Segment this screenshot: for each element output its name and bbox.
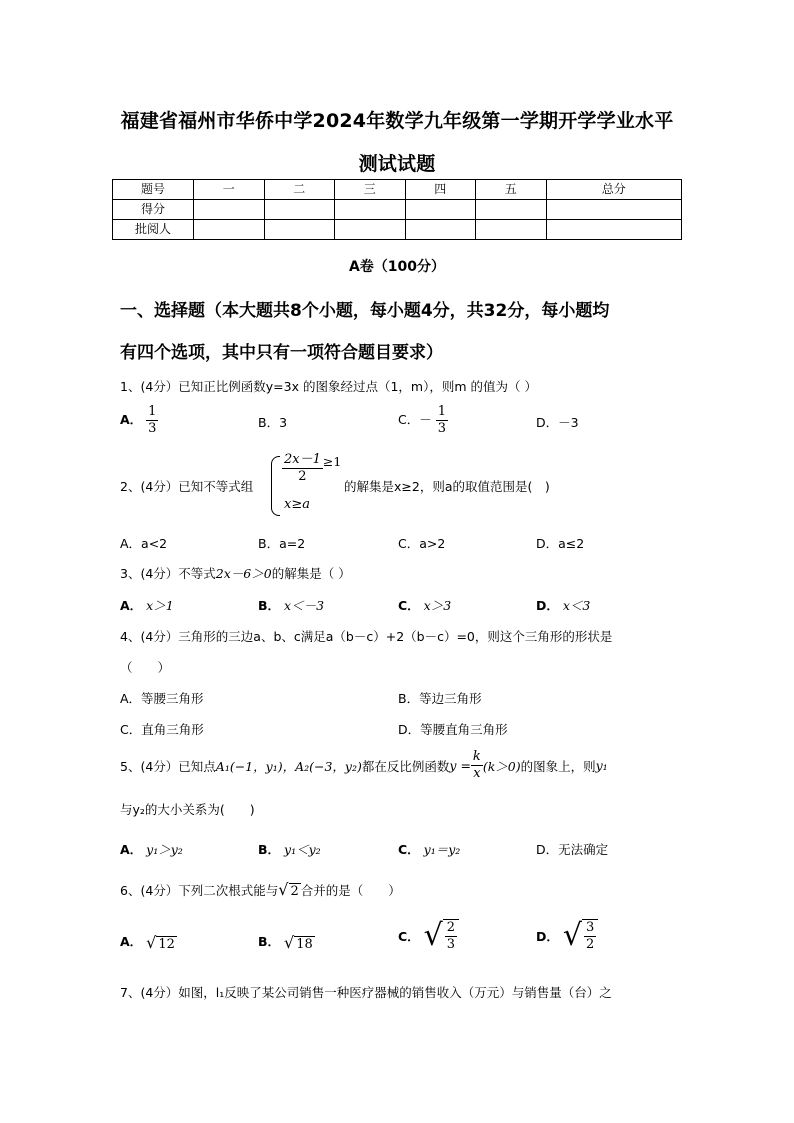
q6-option-b [258,932,315,952]
score-cell [264,220,335,240]
option-expression: x＜－3 [284,598,325,613]
fraction-numerator: k [472,749,481,764]
option-sqrt [146,933,177,952]
score-row-label: 得分 [113,200,194,220]
option-label: B． [258,934,281,949]
q2-inequality-line2: x≥a [284,497,310,512]
sqrt-radicand: 12 [158,937,175,952]
score-cell [546,200,682,220]
sqrt-radicand: 18 [296,937,313,952]
option-label: D． [536,598,559,613]
option-expression: x＞3 [423,598,452,613]
q6-prefix: 6、(4分）下列二次根式能与 [120,882,279,898]
q4-option-a: A．等腰三角形 [120,691,204,706]
score-header-cell: 五 [476,180,547,200]
sqrt-icon: √ [146,933,157,952]
q5-mid: 都在反比例函数 [361,758,450,774]
fraction-numerator: 3 [586,920,595,935]
fraction-denominator: 3 [148,421,157,436]
score-table-header-row [113,180,682,200]
q4-option-c: C．直角三角形 [120,722,204,737]
score-header-cell: 二 [264,180,335,200]
q6-option-a [120,932,177,952]
q5-points: A₁(−1，y₁)，A₂(−3，y₂) [215,758,362,774]
q5-prefix: 5、(4分）已知点 [120,758,216,774]
question-6-text [120,880,401,899]
score-cell [476,200,547,220]
q2-inequality-line1 [282,452,341,485]
q5-option-a [120,840,183,858]
q1-option-a [120,404,158,437]
question-2-suffix: 的解集是x≥2，则a的取值范围是( ) [344,479,550,494]
score-table-row [113,200,682,220]
score-header-cell: 总分 [546,180,682,200]
q6-suffix: 合并的是（ ） [300,882,401,898]
option-label: A． [120,842,143,857]
q3-prefix: 3、(4分）不等式 [120,566,216,581]
question-3-text [120,564,351,582]
question-5-text [120,749,608,782]
score-cell [476,220,547,240]
q5-option-b [258,840,321,858]
q1-option-b: B．3 [258,415,288,430]
score-cell [546,220,682,240]
option-label: C． [398,842,420,857]
fraction-numerator: 2 [446,920,456,935]
q2-option-d: D．a≤2 [536,536,585,551]
volume-label: A卷（100分） [348,259,446,275]
q4-option-d: D．等腰直角三角形 [398,722,508,737]
question-5-line2: 与y₂的大小关系为( ) [120,802,255,817]
sqrt-icon: √ [284,933,295,952]
option-label: D． [536,928,559,944]
q1-option-a-fraction [146,404,158,437]
option-label: B． [258,598,281,613]
question-7-text: 7、(4分）如图，l₁反映了某公司销售一种医疗器械的销售收入（万元）与销售量（台）之 [120,985,612,1000]
fraction-denominator: 3 [437,421,446,436]
option-expression: y₁＝y₂ [423,842,461,857]
score-table [112,179,682,240]
q3-option-b [258,596,324,614]
q2-option-a: A．a<2 [120,536,168,551]
q5-option-c [398,840,460,858]
option-sqrt [284,933,315,952]
fraction-denominator: x [473,766,481,781]
sqrt-fraction [582,919,598,953]
option-expression: y₁＞y₂ [146,842,183,857]
option-sqrt [424,918,459,953]
score-header-cell: 四 [405,180,476,200]
sqrt-icon: √ [278,880,289,899]
q3-expression: 2x－6＞0 [215,566,272,581]
fraction-denominator: 2 [298,469,307,484]
q2-inequality-relation: ≥1 [322,454,342,469]
q5-y1: y₁ [595,758,608,773]
q3-option-a [120,596,174,614]
score-cell [405,220,476,240]
question-4-text: 4、(4分）三角形的三边a、b、c满足a（b－c）+2（b－c）=0，则这个三角形的形状是 [120,629,613,644]
option-label: A． [120,934,143,949]
q4-option-b: B．等边三角形 [398,691,482,706]
score-header-cell: 题号 [113,180,194,200]
score-cell [194,220,265,240]
q1-option-a-label: A． [120,412,143,427]
q3-suffix: 的解集是（ ） [271,566,351,581]
fraction-numerator: 1 [437,404,446,419]
option-expression: x＞1 [146,598,174,613]
q6-option-d [536,918,598,953]
score-cell [335,200,406,220]
sqrt-radicand: 2 [290,884,299,899]
option-sqrt [563,918,598,953]
fraction-numerator: 1 [148,404,157,419]
q3-option-c [398,596,451,614]
q5-option-d: D．无法确定 [536,842,609,857]
exam-title-line1: 福建省福州市华侨中学2024年数学九年级第一学期开学学业水平 [120,110,674,132]
sqrt-fraction [443,919,459,953]
question-4-continuation: （ ） [120,660,171,675]
score-cell [264,200,335,220]
fraction-denominator: 2 [586,937,595,952]
q1-option-c-fraction [436,404,448,437]
fraction-numerator: 2x－1 [284,452,321,467]
score-cell [335,220,406,240]
q1-option-d: D．－3 [536,415,579,430]
q1-option-c [398,404,448,437]
score-header-cell: 三 [335,180,406,200]
q3-option-d [536,596,590,614]
question-2-prefix: 2、(4分）已知不等式组 [120,479,254,494]
question-1-text: 1、(4分）已知正比例函数y=3x 的图象经过点（1，m），则m 的值为（ ） [120,379,537,394]
score-row-label: 批阅人 [113,220,194,240]
q2-inequality-fraction [282,452,323,485]
score-header-cell: 一 [194,180,265,200]
section-heading-line2: 有四个选项，其中只有一项符合题目要求） [120,343,443,363]
q5-condition: (k＞0) [482,758,521,774]
q5-function-fraction [471,749,483,782]
q6-sqrt [278,880,300,899]
option-label: B． [258,842,281,857]
exam-title-line2: 测试试题 [358,153,436,175]
q1-option-c-label: C．－ [398,412,432,427]
option-expression: x＜3 [562,598,591,613]
option-expression: y₁＜y₂ [284,842,321,857]
option-label: C． [398,928,420,944]
q6-option-c [398,918,459,953]
sqrt-icon: √ [423,918,443,953]
fraction-denominator: 3 [446,937,456,952]
sqrt-icon: √ [562,918,582,953]
score-table-row [113,220,682,240]
score-cell [194,200,265,220]
q2-option-b: B．a=2 [258,536,306,551]
option-label: C． [398,598,420,613]
q2-option-c: C．a>2 [398,536,446,551]
section-heading-line1: 一、选择题（本大题共8个小题，每小题4分，共32分，每小题均 [120,301,610,321]
option-label: A． [120,598,143,613]
q5-function-lhs: y = [449,758,471,773]
score-cell [405,200,476,220]
q5-suffix: 的图象上，则 [520,758,596,774]
inequality-system-brace [271,456,280,516]
